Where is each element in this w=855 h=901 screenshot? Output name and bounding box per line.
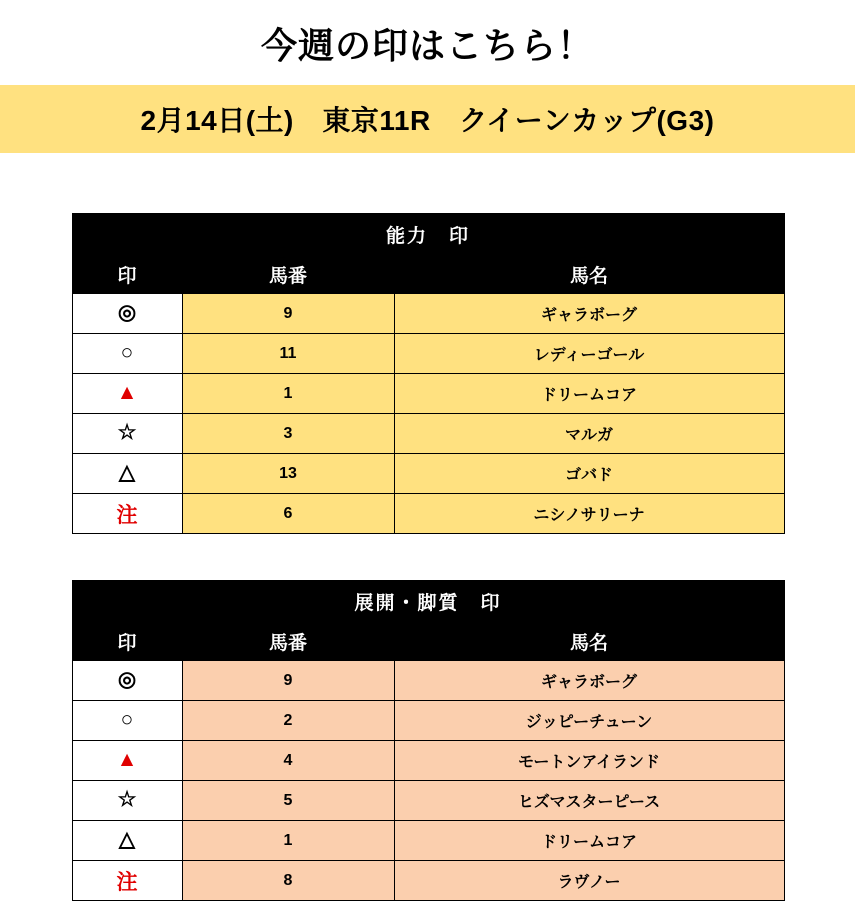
horse-name: ドリームコア	[394, 374, 784, 414]
mark-cell	[72, 701, 182, 741]
mark-cell	[72, 741, 182, 781]
style-marks-table-wrap	[72, 580, 784, 901]
column-header-name: 馬名	[394, 255, 784, 294]
triangle-icon: △	[118, 461, 136, 484]
horse-number: 9	[182, 661, 394, 701]
horse-name: レディーゴール	[394, 334, 784, 374]
horse-number: 11	[182, 334, 394, 374]
mark-cell	[72, 861, 182, 901]
circle-icon: ○	[120, 708, 134, 731]
table-row	[72, 781, 784, 821]
mark-cell	[72, 374, 182, 414]
horse-name: マルガ	[394, 414, 784, 454]
chu-kanji-icon: 注	[116, 870, 138, 894]
double-circle-icon: ◎	[117, 301, 137, 324]
horse-number: 2	[182, 701, 394, 741]
column-header-name: 馬名	[394, 622, 784, 661]
horse-number: 4	[182, 741, 394, 781]
column-header-mark: 印	[72, 255, 182, 294]
mark-cell	[72, 294, 182, 334]
horse-number: 9	[182, 294, 394, 334]
triangle-icon: △	[118, 828, 136, 851]
spacer	[0, 534, 855, 580]
table-row	[72, 294, 784, 334]
mark-cell	[72, 494, 182, 534]
mark-cell	[72, 414, 182, 454]
table-row	[72, 861, 784, 901]
column-header-number: 馬番	[182, 255, 394, 294]
horse-name: ジッピーチューン	[394, 701, 784, 741]
filled-triangle-icon: ▲	[116, 748, 138, 771]
horse-name: ヒズマスターピース	[394, 781, 784, 821]
table-row	[72, 494, 784, 534]
table-title: 能力 印	[72, 214, 784, 255]
mark-cell	[72, 821, 182, 861]
horse-name: ニシノサリーナ	[394, 494, 784, 534]
horse-number: 8	[182, 861, 394, 901]
horse-name: ドリームコア	[394, 821, 784, 861]
table-title-row	[72, 581, 784, 622]
table-row	[72, 414, 784, 454]
table-row	[72, 821, 784, 861]
star-icon: ☆	[117, 788, 137, 811]
horse-name: ゴバド	[394, 454, 784, 494]
table-title-row	[72, 214, 784, 255]
mark-cell	[72, 334, 182, 374]
horse-number: 3	[182, 414, 394, 454]
table-header-row	[72, 622, 784, 661]
table-row	[72, 334, 784, 374]
mark-cell	[72, 781, 182, 821]
horse-number: 6	[182, 494, 394, 534]
column-header-mark: 印	[72, 622, 182, 661]
horse-number: 1	[182, 821, 394, 861]
mark-cell	[72, 661, 182, 701]
mark-cell	[72, 454, 182, 494]
chu-kanji-icon: 注	[116, 503, 138, 527]
table-row	[72, 741, 784, 781]
ability-marks-table-wrap	[72, 213, 784, 534]
horse-number: 13	[182, 454, 394, 494]
table-title: 展開・脚質 印	[72, 581, 784, 622]
horse-number: 5	[182, 781, 394, 821]
double-circle-icon: ◎	[117, 668, 137, 691]
filled-triangle-icon: ▲	[116, 381, 138, 404]
table-header-row	[72, 255, 784, 294]
race-banner: 2月14日(土) 東京11R クイーンカップ(G3)	[0, 85, 855, 153]
star-icon: ☆	[117, 421, 137, 444]
horse-number: 1	[182, 374, 394, 414]
circle-icon: ○	[120, 341, 134, 364]
style-marks-table	[72, 580, 785, 901]
horse-name: モートンアイランド	[394, 741, 784, 781]
horse-name: ギャラボーグ	[394, 294, 784, 334]
table-row	[72, 661, 784, 701]
column-header-number: 馬番	[182, 622, 394, 661]
horse-name: ギャラボーグ	[394, 661, 784, 701]
page-title: 今週の印はこちら！	[260, 25, 594, 66]
table-row	[72, 374, 784, 414]
table-row	[72, 701, 784, 741]
horse-name: ラヴノー	[394, 861, 784, 901]
table-row	[72, 454, 784, 494]
spacer	[0, 153, 855, 213]
ability-marks-table	[72, 213, 785, 534]
